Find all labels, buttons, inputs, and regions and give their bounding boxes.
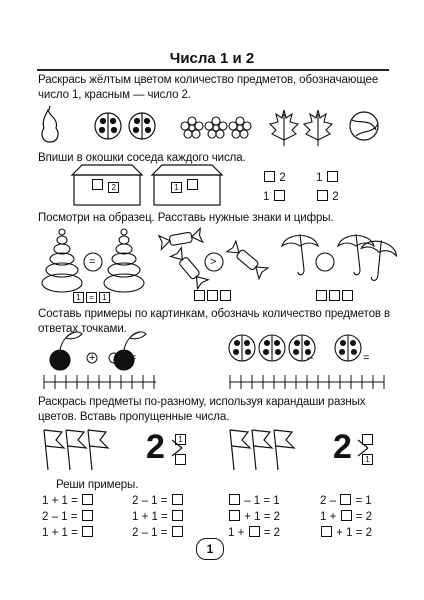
answer-box[interactable] [82, 526, 93, 537]
answer-box[interactable] [249, 526, 260, 537]
candy-icon [227, 241, 268, 279]
page-title: Числа 1 и 2 [169, 50, 255, 67]
answer-box[interactable] [274, 190, 285, 201]
sign-equals: = [89, 256, 96, 268]
task-1-text: Раскрась жёлтым цветом количество предметов, обозначающее число 1, красным — число 2. [38, 74, 379, 101]
flag-icon [252, 430, 272, 470]
cherry-icon [50, 332, 82, 370]
umbrella-icon [338, 234, 374, 275]
task-4-pictures [46, 330, 386, 375]
answer-grids[interactable] [44, 375, 394, 389]
cherry-icon [114, 332, 146, 370]
ladybug-icon [335, 335, 361, 361]
ladybug-icon [259, 335, 285, 361]
title-divider [37, 69, 389, 71]
example-row1-col3: – 1 = 1 [228, 494, 280, 507]
umbrella-icon [282, 234, 318, 275]
example-row1-col1: 1 + 1 = [42, 494, 94, 507]
pyramid-toy-icon [42, 229, 82, 292]
answer-box[interactable] [92, 179, 103, 190]
leaf-icon [304, 110, 332, 146]
ladybug-icon [229, 335, 255, 361]
leaf-icon [270, 110, 298, 146]
flag-icon [44, 430, 64, 470]
example-row2-col4: 1 + = 2 [320, 511, 373, 523]
answer-box[interactable] [172, 510, 183, 521]
answer-box[interactable] [340, 494, 351, 505]
flag-icon [66, 430, 86, 470]
task-5-text: Раскрась предметы по-разному, используя карандаши разных цветов. Вставь пропущенные числа. [38, 396, 366, 423]
task-6-text: Реши примеры. [56, 479, 139, 491]
pear-icon [42, 106, 58, 142]
neighbor-pair-1: 2 [263, 171, 286, 184]
flag-icon [88, 430, 108, 470]
candy-icon [171, 248, 209, 289]
answer-box[interactable] [229, 510, 240, 521]
split1-bottom-box[interactable] [175, 454, 186, 465]
answer-box[interactable] [317, 190, 328, 201]
answer-box[interactable] [327, 171, 338, 182]
example-row2-col2: 1 + 1 = [132, 510, 184, 523]
house-roof [152, 165, 222, 175]
example-row2-col3: + 1 = 2 [228, 510, 280, 523]
example-row1-col2: 2 – 1 = [132, 494, 184, 507]
example-row3-col4: + 1 = 2 [320, 526, 372, 539]
neighbor-pair-4: 2 [316, 190, 339, 203]
cherry-equals: = [130, 352, 137, 364]
task-4-text: Составь примеры по картинкам, обозначь количество предметов в ответах точками. [38, 308, 390, 335]
flower-icon [205, 117, 227, 138]
sign-circle [316, 253, 334, 271]
flags-number-2: 2 [333, 428, 352, 466]
ball-icon [350, 112, 378, 140]
answer-box[interactable] [341, 510, 352, 521]
candy-equation-boxes[interactable] [193, 290, 232, 303]
flags-number-1: 2 [146, 428, 165, 466]
example-row1-col4: 2 – = 1 [320, 495, 372, 507]
pyramid-toy-icon [104, 229, 144, 292]
sample-equation: 1 = 1 [72, 290, 111, 303]
flower-icon [229, 117, 251, 138]
ladybug-icon [95, 113, 121, 139]
house2-number: 1 [171, 182, 182, 193]
split1-top: 1 [175, 434, 186, 445]
cherry-plus: + [89, 352, 96, 364]
answer-box[interactable] [264, 171, 275, 182]
house1-number: 2 [108, 182, 119, 193]
candy-icon [159, 228, 203, 249]
answer-box[interactable] [229, 494, 240, 505]
example-row3-col2: 2 – 1 = [132, 526, 184, 539]
answer-box[interactable] [172, 526, 183, 537]
example-row2-col1: 2 – 1 = [42, 510, 94, 523]
answer-box[interactable] [82, 510, 93, 521]
ladybug-minus: – [307, 352, 314, 364]
example-row3-col3: 1 + = 2 [228, 527, 281, 539]
example-row3-col1: 1 + 1 = [42, 526, 94, 539]
flag-icon [230, 430, 250, 470]
answer-box[interactable] [187, 179, 198, 190]
umbrella-equation-boxes[interactable] [315, 290, 354, 303]
answer-box[interactable] [321, 526, 332, 537]
task-3-text: Посмотри на образец. Расставь нужные знаки и цифры. [38, 212, 334, 224]
page-number: 1 [196, 538, 224, 560]
ladybug-equals: = [363, 352, 370, 364]
sign-greater: > [210, 256, 217, 268]
task-2-text: Впиши в окошки соседа каждого числа. [38, 152, 246, 164]
answer-box[interactable] [172, 494, 183, 505]
ladybug-icon [129, 113, 155, 139]
flower-icon [181, 117, 203, 138]
flag-icon [274, 430, 294, 470]
answer-box[interactable] [82, 494, 93, 505]
neighbor-pair-2: 1 [316, 171, 339, 184]
house-roof [72, 165, 142, 175]
neighbor-pair-3: 1 [263, 190, 286, 203]
split2-bottom: 1 [362, 454, 373, 465]
task-1-pictures [38, 106, 398, 146]
split2-top-box[interactable] [362, 434, 373, 445]
